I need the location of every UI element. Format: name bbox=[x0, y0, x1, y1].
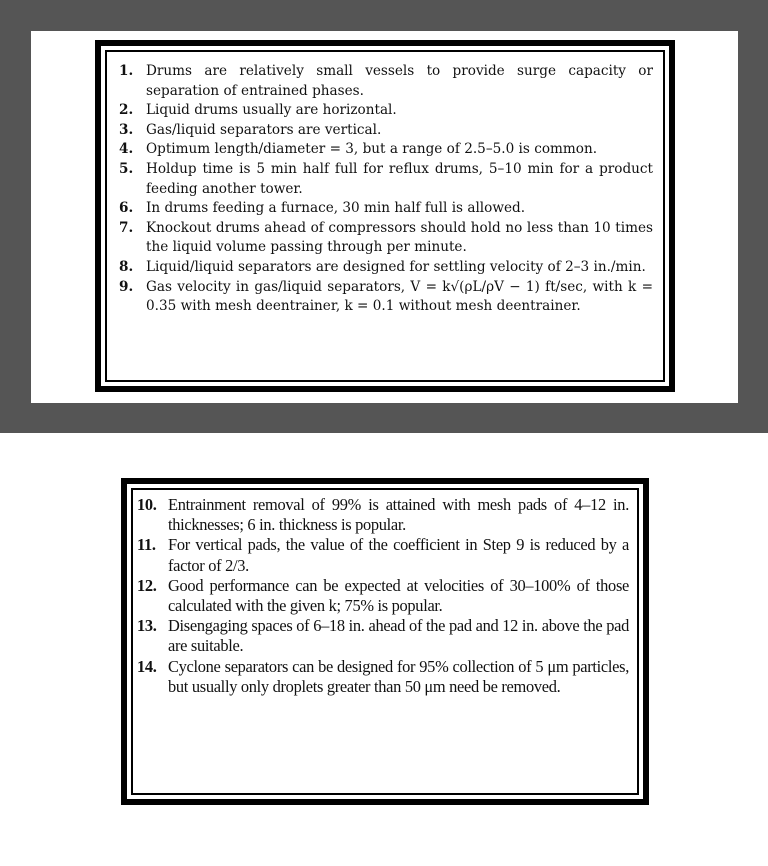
rule-item bbox=[119, 219, 653, 258]
rule-number: 6. bbox=[119, 200, 134, 217]
rule-number: 2. bbox=[119, 102, 134, 119]
rule-number: 11. bbox=[137, 535, 156, 555]
rule-item bbox=[119, 121, 653, 141]
rule-text: Good performance can be expected at velocities of 30–100% of those calculated with the given k; 75% is popular. bbox=[168, 575, 629, 616]
rule-item bbox=[137, 576, 629, 616]
rule-number: 1. bbox=[119, 63, 134, 79]
rule-item bbox=[137, 657, 629, 697]
rule-text: Drums are relatively small vessels to provide surge capacity or separation of entrained phases. bbox=[146, 63, 653, 99]
rule-text: Entrainment removal of 99% is attained with mesh pads of 4–12 in. thicknesses; 6 in. thickness is popular. bbox=[168, 495, 629, 535]
rules-box-top-content bbox=[107, 52, 663, 380]
rule-text: Knockout drums ahead of compressors should hold no less than 10 times the liquid volume passing through per minute. bbox=[146, 219, 653, 256]
rule-number: 13. bbox=[137, 616, 157, 636]
rule-text: Gas/liquid separators are vertical. bbox=[146, 121, 382, 138]
rules-box-top bbox=[95, 40, 675, 392]
rule-item bbox=[119, 278, 653, 317]
rule-text: In drums feeding a furnace, 30 min half full is allowed. bbox=[146, 200, 526, 217]
rule-text: Gas velocity in gas/liquid separators, V = k√(ρL/ρV − 1) ft/sec, with k = 0.35 with mesh deentrainer, k = 0.1 without mesh deentrainer. bbox=[146, 278, 653, 315]
rules-list-bottom bbox=[133, 490, 637, 697]
rules-box-bottom-content bbox=[133, 490, 637, 793]
rule-text: Holdup time is 5 min half full for reflux drums, 5–10 min for a product feeding another tower. bbox=[146, 160, 653, 197]
rule-item bbox=[119, 62, 653, 101]
rule-text: For vertical pads, the value of the coefficient in Step 9 is reduced by a factor of 2/3. bbox=[168, 535, 629, 575]
rule-number: 4. bbox=[119, 141, 134, 158]
rule-item bbox=[119, 140, 653, 160]
rule-text: Disengaging spaces of 6–18 in. ahead of the pad and 12 in. above the pad are suitable. bbox=[168, 616, 629, 656]
rule-number: 14. bbox=[137, 656, 157, 676]
rules-box-bottom bbox=[121, 478, 649, 805]
rule-item bbox=[119, 258, 653, 278]
rule-number: 3. bbox=[119, 121, 134, 138]
rule-item bbox=[137, 616, 629, 656]
rule-item bbox=[137, 535, 629, 575]
rule-item bbox=[119, 101, 653, 121]
rule-number: 5. bbox=[119, 160, 134, 177]
rules-list-top bbox=[107, 52, 663, 317]
rule-number: 12. bbox=[137, 575, 157, 595]
rule-item bbox=[119, 199, 653, 219]
rule-text: Cyclone separators can be designed for 95% collection of 5 μm particles, but usually only droplets greater than 50 μm need be removed. bbox=[168, 656, 629, 696]
rule-item bbox=[137, 495, 629, 535]
rule-text: Liquid drums usually are horizontal. bbox=[146, 102, 397, 119]
rule-number: 9. bbox=[119, 278, 134, 295]
rule-text: Liquid/liquid separators are designed for settling velocity of 2–3 in./min. bbox=[146, 258, 646, 275]
rule-item bbox=[119, 160, 653, 199]
rule-text: Optimum length/diameter = 3, but a range of 2.5–5.0 is common. bbox=[146, 141, 598, 158]
rule-number: 7. bbox=[119, 219, 134, 236]
rule-number: 8. bbox=[119, 258, 134, 275]
rule-number: 10. bbox=[137, 495, 157, 514]
